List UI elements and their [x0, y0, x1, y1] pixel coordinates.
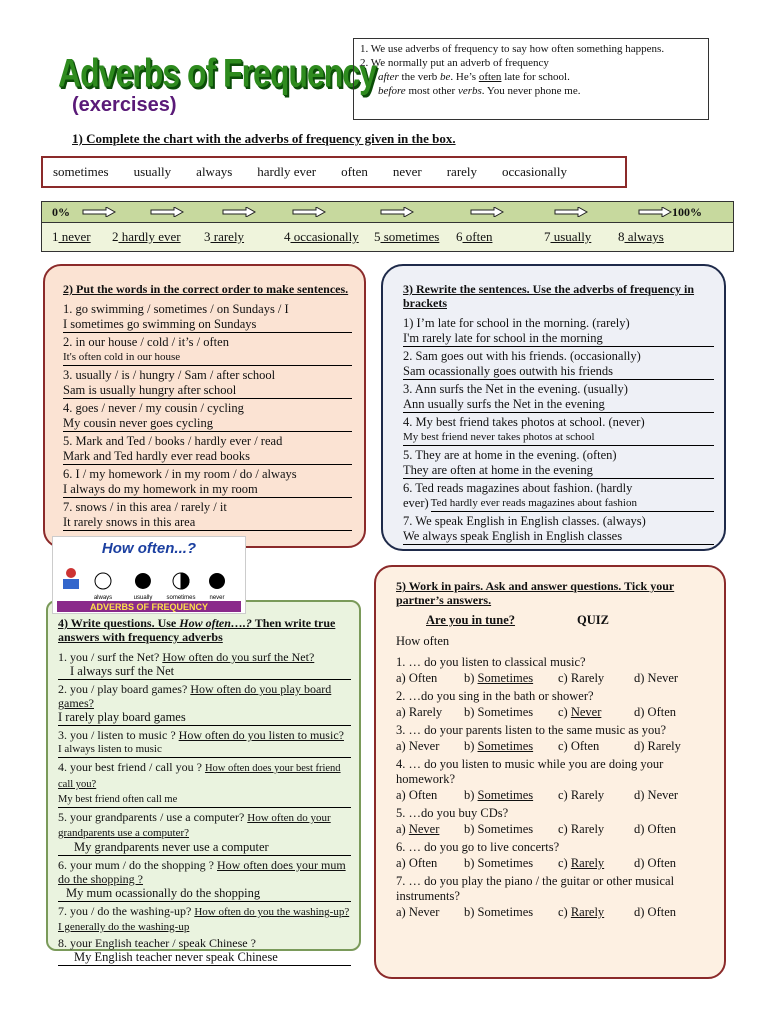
quiz-option[interactable]: b) Sometimes — [464, 905, 534, 919]
ex2-question: 3. usually / is / hungry / Sam / after school — [63, 368, 276, 382]
ex3-question: 4. My best friend takes photos at school. (never) — [403, 415, 645, 429]
ex2-answer[interactable]: I sometimes go swimming on Sundays — [63, 317, 352, 333]
quiz-option[interactable]: c) Rarely — [558, 671, 605, 685]
rule-after-ex2: late for school. — [501, 71, 570, 83]
quiz-options — [396, 704, 716, 720]
ex4-question-answer[interactable]: How often do you play board games? — [58, 682, 332, 710]
ex2-answer[interactable]: Mark and Ted hardly ever read books — [63, 449, 352, 465]
word-item: hardly ever — [257, 164, 317, 179]
ex2-answer[interactable]: Sam is usually hungry after school — [63, 383, 352, 399]
ex2-answer[interactable]: My cousin never goes cycling — [63, 416, 352, 432]
rule-after — [360, 70, 702, 84]
graphic-label: always — [93, 595, 113, 601]
rule-after-mid: the verb — [398, 71, 441, 83]
quiz-title: Are you in tune? — [426, 613, 516, 627]
quiz-question: 5. …do you buy CDs? — [396, 806, 509, 820]
ex4-question-answer[interactable]: How often do you the washing-up? — [194, 906, 350, 918]
scale-slot-4[interactable]: 4 occasionally — [284, 229, 359, 244]
quiz-option[interactable]: a) Never — [396, 822, 440, 836]
scale-start: 0% — [52, 205, 70, 219]
ex4-question-answer[interactable]: How often does your best friend call you? — [58, 763, 341, 790]
ex5-panel — [374, 565, 726, 979]
quiz-option[interactable]: c) Never — [558, 705, 602, 719]
ex4-answer[interactable]: I generally do the washing-up — [58, 921, 190, 933]
quiz-options — [396, 821, 716, 837]
scale-slot-5[interactable]: 5 sometimes — [374, 229, 440, 244]
rules-box — [353, 38, 709, 120]
ex3-answer[interactable]: Ann usually surfs the Net in the evening — [403, 397, 714, 413]
quiz-options — [396, 855, 716, 871]
ex3-answer[interactable]: Sam ocassionally goes outwith his friends — [403, 364, 714, 380]
ex3-question: 6. Ted reads magazines about fashion. (hardly — [403, 481, 633, 495]
arrow-right-icon — [470, 207, 504, 217]
quiz-option[interactable]: a) Rarely — [396, 705, 443, 719]
quiz-option[interactable]: a) Never — [396, 739, 440, 753]
rule-after-be: be — [440, 71, 451, 83]
ex4-item-2: 2. you / play board games? How often do you play board games? — [58, 682, 332, 710]
quiz-option[interactable]: d) Often — [634, 822, 677, 836]
ex4-answer[interactable]: My grandparents never use a computer — [58, 840, 351, 856]
ex4-answer[interactable]: I rarely play board games — [58, 710, 351, 726]
ex4-item-4: 4. your best friend / call you ? How often does your best friend call you? — [58, 760, 341, 790]
rule-before-ex: . You — [481, 85, 508, 97]
ex2-answer[interactable]: It rarely snows in this area — [63, 515, 352, 531]
ex2-question: 1. go swimming / sometimes / on Sundays / I — [63, 302, 289, 316]
quiz-option[interactable]: b) Sometimes — [464, 671, 534, 685]
rule-before-verbs: verbs — [457, 85, 482, 97]
never-circle-icon — [209, 573, 225, 589]
quiz-option[interactable]: d) Often — [634, 705, 677, 719]
quiz-list — [396, 655, 716, 920]
ex4-panel — [46, 600, 361, 964]
scale-end: 100% — [672, 205, 702, 219]
ex4-item-8: 8. your English teacher / speak Chinese ? — [58, 936, 256, 950]
ex2-answer[interactable]: I always do my homework in my room — [63, 482, 352, 498]
graphic-title: How often...? — [101, 540, 197, 557]
quiz-option[interactable]: c) Rarely — [558, 822, 605, 836]
word-item: sometimes — [53, 164, 109, 179]
rule-before-never: never — [507, 85, 532, 97]
scale-slot-8[interactable]: 8 always — [618, 229, 664, 244]
ex4-title: 4) Write questions. Use How often….? Then write true answers with frequency adverbs — [58, 616, 336, 644]
ex3-answer[interactable]: They are often at home in the evening — [403, 463, 714, 479]
quiz-option[interactable]: c) Rarely — [558, 856, 605, 870]
ex2-answer[interactable]: It's often cold in our house — [63, 350, 352, 366]
word-item: never — [392, 164, 422, 179]
quiz-option[interactable]: b) Sometimes — [464, 788, 534, 802]
arrow-right-icon — [82, 207, 116, 217]
rule-after-often: often — [478, 71, 502, 83]
ex4-item-3: 3. you / listen to music ? How often do you listen to music? — [58, 728, 344, 742]
ex4-answer[interactable]: My mum ocassionally do the shopping — [58, 886, 351, 902]
quiz-option[interactable]: d) Often — [634, 856, 677, 870]
ex2-title: 2) Put the words in the correct order to make sentences. — [63, 282, 349, 296]
quiz-question: 4. … do you listen to music while you are doing your homework? — [396, 757, 664, 786]
arrow-right-icon — [638, 207, 672, 217]
ex3-question: 3. Ann surfs the Net in the evening. (usually) — [403, 382, 628, 396]
quiz-question: 2. …do you sing in the bath or shower? — [396, 689, 594, 703]
arrow-right-icon — [222, 207, 256, 217]
quiz-question: 3. … do your parents listen to the same music as you? — [396, 723, 667, 737]
quiz-option[interactable]: b) Sometimes — [464, 822, 534, 836]
ex3-question: 7. We speak English in English classes. (always) — [403, 514, 646, 528]
page-title: Adverbs of Frequency — [58, 50, 376, 95]
ex4-item-5: 5. your grandparents / use a computer? How often do your grandparents use a computer? — [58, 810, 331, 839]
scale-slot-1[interactable]: 1 never — [52, 229, 91, 244]
quiz-option[interactable]: b) Sometimes — [464, 856, 534, 870]
rule-before-end: phone me. — [531, 85, 581, 97]
sometimes-circle-icon — [181, 573, 189, 589]
scale-slot-2[interactable]: 2 hardly ever — [112, 229, 181, 244]
quiz-option[interactable]: a) Often — [396, 856, 438, 870]
quiz-option[interactable]: b) Sometimes — [464, 705, 534, 719]
ex3-panel — [381, 264, 726, 551]
frequency-scale — [41, 201, 734, 252]
rule-after-label: after — [378, 71, 399, 83]
word-item: always — [196, 164, 233, 179]
scale-slot-6[interactable]: 6 often — [456, 229, 493, 244]
quiz-option[interactable]: c) Rarely — [558, 788, 605, 802]
quiz-option[interactable]: d) Rarely — [634, 739, 681, 753]
graphic-label: never — [209, 595, 225, 601]
rule-before-label: before — [378, 85, 406, 97]
word-item: occasionally — [502, 164, 568, 179]
word-box — [41, 156, 627, 188]
arrow-right-icon — [380, 207, 414, 217]
word-item: rarely — [446, 164, 478, 179]
ex3-answer[interactable]: I'm rarely late for school in the morning — [403, 331, 714, 347]
arrow-right-icon — [150, 207, 184, 217]
quiz-option[interactable]: a) Never — [396, 905, 440, 919]
ex4-question-answer[interactable]: How often do your grandparents use a computer? — [58, 812, 331, 839]
quiz-options — [396, 904, 716, 920]
scale-slot-3[interactable]: 3 rarely — [204, 229, 245, 244]
ex3-answer[interactable]: We always speak English in English classes — [403, 529, 714, 545]
quiz-question: 7. … do you play the piano / the guitar or other musical instruments? — [396, 874, 675, 903]
frequency-illustration — [53, 537, 245, 613]
quiz-option[interactable]: a) Often — [396, 788, 438, 802]
ex2-question: 6. I / my homework / in my room / do / always — [63, 467, 297, 481]
quiz-question: 1. … do you listen to classical music? — [396, 655, 586, 669]
rule-before-mid: most other — [405, 85, 458, 97]
rule-1: 1. We use adverbs of frequency to say how often something happens. — [360, 43, 665, 55]
quiz-option[interactable]: c) Rarely — [558, 905, 605, 919]
how-often-graphic — [52, 536, 246, 614]
quiz-header — [396, 613, 716, 628]
ex4-answer[interactable]: I always listen to music — [58, 742, 351, 758]
ex3-question: 2. Sam goes out with his friends. (occasionally) — [403, 349, 641, 363]
quiz-option[interactable]: d) Never — [634, 788, 679, 802]
ex1-instruction: 1) Complete the chart with the adverbs of frequency given in the box. — [72, 131, 456, 146]
ex3-question: 5. They are at home in the evening. (often) — [403, 448, 617, 462]
ex4-question-answer[interactable]: How often do you listen to music? — [178, 728, 344, 742]
ex4-question-answer[interactable]: How often does your mum do the shopping ? — [58, 858, 346, 886]
quiz-options — [396, 738, 716, 754]
arrow-right-icon — [554, 207, 588, 217]
scale-slot-7[interactable]: 7 usually — [544, 229, 592, 244]
ex4-answer[interactable]: I always surf the Net — [58, 664, 351, 680]
quiz-options — [396, 670, 716, 686]
rule-after-ex1: . He’s — [450, 71, 479, 83]
quiz-options — [396, 787, 716, 803]
scale-header — [42, 202, 733, 223]
ex4-answer[interactable]: My English teacher never speak Chinese — [58, 950, 351, 966]
ex3-answer[interactable]: My best friend never takes photos at school — [403, 430, 714, 446]
ex4-question-answer[interactable]: How often do you surf the Net? — [162, 650, 315, 664]
usually-circle-icon — [135, 573, 151, 589]
ex2-panel — [43, 264, 366, 548]
ex4-item-1: 1. you / surf the Net? How often do you surf the Net? — [58, 650, 315, 664]
ex3-answer[interactable]: Ted hardly ever reads magazines about fashion — [431, 496, 714, 512]
ex4-answer[interactable]: My best friend often call me — [58, 792, 351, 808]
ex2-question: 2. in our house / cold / it’s / often — [63, 335, 229, 349]
page-subtitle: (exercises) — [72, 94, 177, 116]
quiz-option[interactable]: a) Often — [396, 671, 438, 685]
quiz-option[interactable]: b) Sometimes — [464, 739, 534, 753]
arrow-right-icon — [292, 207, 326, 217]
quiz-label: QUIZ — [577, 613, 609, 627]
person-icon — [63, 568, 79, 589]
quiz-option[interactable]: c) Often — [558, 739, 600, 753]
ex3-question: 1) I’m late for school in the morning. (rarely) — [403, 316, 630, 330]
how-often-label: How often — [396, 634, 450, 648]
always-circle-icon — [95, 573, 111, 589]
quiz-question: 6. … do you go to live concerts? — [396, 840, 560, 854]
ex2-question: 7. snows / in this area / rarely / it — [63, 500, 227, 514]
word-item: often — [341, 164, 368, 179]
quiz-option[interactable]: d) Often — [634, 905, 677, 919]
ex2-question: 5. Mark and Ted / books / hardly ever / read — [63, 434, 283, 448]
word-item: usually — [133, 164, 172, 179]
ex3-question-cont: ever) Ted hardly ever reads magazines about fashion — [403, 496, 714, 514]
ex3-title: 3) Rewrite the sentences. Use the adverbs of frequency in brackets — [403, 282, 695, 310]
ex4-item-7: 7. you / do the washing-up? How often do you the washing-up? I generally do the washing-up — [58, 904, 350, 933]
rule-before — [360, 84, 702, 98]
quiz-option[interactable]: d) Never — [634, 671, 679, 685]
ex2-question: 4. goes / never / my cousin / cycling — [63, 401, 244, 415]
graphic-label: sometimes — [166, 595, 196, 601]
rule-2: 2. We normally put an adverb of frequency — [360, 57, 549, 69]
ex4-item-6: 6. your mum / do the shopping ? How often does your mum do the shopping ? — [58, 858, 346, 886]
graphic-caption: ADVERBS OF FREQUENCY — [89, 602, 209, 612]
graphic-label: usually — [133, 595, 153, 601]
ex5-title: 5) Work in pairs. Ask and answer questions. Tick your partner’s answers. — [396, 579, 675, 607]
